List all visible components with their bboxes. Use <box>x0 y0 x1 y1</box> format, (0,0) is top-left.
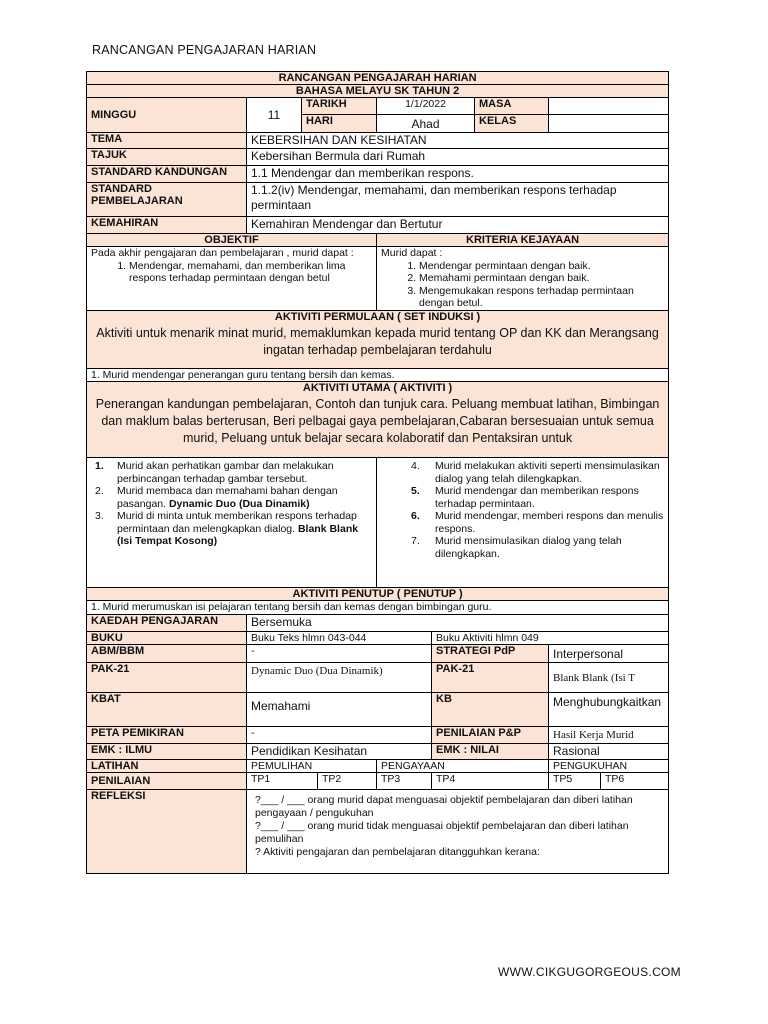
utama-step: Murid mensimulasikan dialog yang telah dilengkapkan. <box>435 535 622 560</box>
kelas-value <box>549 115 669 133</box>
plan-title: RANCANGAN PENGAJARAH HARIAN <box>87 72 669 85</box>
masa-value <box>549 98 669 115</box>
step-number: 2. <box>95 485 104 497</box>
kriteria-item: 1. Mendengar permintaan dengan baik. <box>419 260 664 273</box>
abm-value: - <box>247 644 432 662</box>
utama-text: Penerangan kandungan pembelajaran, Contoh dan tunjuk cara. Peluang membuat latihan, Bimbingan dan maklum balas berterusan, Beri pelbagai gaya pembelajaran,Cabaran bersesuaian untuk semua murid, Peluang untuk belajar secara kolaboratif dan Pentaksiran untuk <box>95 397 660 445</box>
buku-aktiviti-value: Buku Aktiviti hlmn 049 <box>432 631 669 644</box>
kriteria-item: 2. Memahami permintaan dengan baik. <box>419 272 664 285</box>
refleksi-line: ?___ / ___ orang murid dapat menguasai objektif pembelajaran dan diberi latihan pengayaan / pengukuhan <box>255 793 633 819</box>
emk-ilmu-value: Pendidikan Kesihatan <box>247 743 432 759</box>
permulaan-step: 1. Murid mendengar penerangan guru tentang bersih dan kemas. <box>87 368 669 382</box>
latihan-pemulihan: PEMULIHAN <box>247 759 377 772</box>
kriteria-item: 3. Mengemukakan respons terhadap permintaan dengan betul. <box>419 285 664 310</box>
minggu-value: 11 <box>247 98 302 133</box>
latihan-pengayaan: PENGAYAAN <box>377 759 549 772</box>
kbat-label: KBAT <box>87 692 247 726</box>
standard-pembelajaran-label: STANDARD PEMBELAJARAN <box>87 183 247 217</box>
kaedah-label: KAEDAH PENGAJARAN <box>87 614 247 631</box>
kelas-label: KELAS <box>475 115 549 133</box>
pak21-strategy: Dynamic Duo (Dua Dinamik) <box>168 497 310 510</box>
kriteria-cell <box>377 247 669 311</box>
kaedah-value: Bersemuka <box>247 614 669 631</box>
plan-subtitle: BAHASA MELAYU SK TAHUN 2 <box>87 85 669 98</box>
buku-label: BUKU <box>87 631 247 644</box>
kb-value: Menghubungkaitkan <box>549 692 669 726</box>
tema-value: KEBERSIHAN DAN KESIHATAN <box>247 133 669 149</box>
utama-step: Murid mendengar dan memberikan respons terhadap permintaan. <box>435 485 639 510</box>
utama-step: Murid akan perhatikan gambar dan melakukan perbincangan terhadap gambar tersebut. <box>117 460 334 485</box>
abm-label: ABM/BBM <box>87 644 247 662</box>
strategi-value: Interpersonal <box>549 644 669 662</box>
permulaan-header: AKTIVITI PERMULAAN ( SET INDUKSI ) <box>274 310 481 323</box>
pak21-strategy: Blank Blank (Isi Tempat Kosong) <box>117 522 359 547</box>
step-number: 5. <box>411 485 420 497</box>
pak21-label-2: PAK-21 <box>432 662 549 692</box>
pak21-value: Dynamic Duo (Dua Dinamik) <box>247 662 432 692</box>
penilaian-pp-label: PENILAIAN P&P <box>432 726 549 743</box>
tema-label: TEMA <box>87 133 247 149</box>
hari-label: HARI <box>302 115 377 133</box>
kbat-value: Memahami <box>247 692 432 726</box>
refleksi-line: ? Aktiviti pengajaran dan pembelajaran ditangguhkan kerana: <box>255 845 540 858</box>
utama-step: Murid membaca dan memahami bahan dengan pasangan. <box>117 485 338 510</box>
kemahiran-value: Kemahiran Mendengar dan Bertutur <box>247 217 669 234</box>
tarikh-label: TARIKH <box>302 98 377 115</box>
peta-pemikiran-value: - <box>247 726 432 743</box>
masa-label: MASA <box>475 98 549 115</box>
peta-pemikiran-label: PETA PEMIKIRAN <box>87 726 247 743</box>
tp-cell: TP5 <box>549 772 601 789</box>
hari-value: Ahad <box>377 115 475 133</box>
tarikh-value: 1/1/2022 <box>377 98 475 115</box>
objektif-intro: Pada akhir pengajaran dan pembelajaran , murid dapat : <box>91 247 354 259</box>
buku-teks-value: Buku Teks hlmn 043-044 <box>247 631 432 644</box>
standard-kandungan-value: 1.1 Mendengar dan memberikan respons. <box>247 166 669 183</box>
kb-label: KB <box>432 692 549 726</box>
emk-nilai-value: Rasional <box>549 743 669 759</box>
tp-cell: TP3 <box>377 772 432 789</box>
objektif-item: 1. Mendengar, memahami, dan memberikan lima respons terhadap permintaan dengan betul <box>129 260 372 285</box>
permulaan-text: Aktiviti untuk menarik minat murid, memaklumkan kepada murid tentang OP dan KK dan Merangsang ingatan terhadap pembelajaran terdahulu <box>96 325 659 357</box>
permulaan-block <box>87 310 669 368</box>
tajuk-label: TAJUK <box>87 149 247 166</box>
tp-cell: TP2 <box>318 772 377 789</box>
standard-kandungan-label: STANDARD KANDUNGAN <box>87 166 247 183</box>
step-number: 1. <box>95 460 104 472</box>
minggu-label: MINGGU <box>87 98 247 133</box>
pak21-value-2: Blank Blank (Isi T <box>549 662 669 692</box>
kriteria-header: KRITERIA KEJAYAAN <box>377 234 669 247</box>
kriteria-intro: Murid dapat : <box>381 247 443 259</box>
penutup-step: 1. Murid merumuskan isi pelajaran tentang bersih dan kemas dengan bimbingan guru. <box>87 601 669 615</box>
refleksi-cell <box>247 789 669 873</box>
lesson-plan-table <box>86 71 669 874</box>
latihan-label: LATIHAN <box>87 759 247 772</box>
utama-left-cell <box>87 458 377 588</box>
step-number: 4. <box>411 460 420 472</box>
emk-nilai-label: EMK : NILAI <box>432 743 549 759</box>
penilaian-label: PENILAIAN <box>87 772 247 789</box>
step-number: 6. <box>411 510 420 522</box>
kemahiran-label: KEMAHIRAN <box>87 217 247 234</box>
utama-right-cell <box>377 458 669 588</box>
tp-cell: TP6 <box>601 772 669 789</box>
utama-step: Murid melakukan aktiviti seperti mensimulasikan dialog yang telah dilengkapkan. <box>435 460 660 485</box>
utama-step: Murid mendengar, memberi respons dan menulis respons. <box>435 510 664 535</box>
document-title: RANCANGAN PENGAJARAN HARIAN <box>92 43 317 57</box>
objektif-cell <box>87 247 377 311</box>
pak21-label: PAK-21 <box>87 662 247 692</box>
strategi-label: STRATEGI PdP <box>432 644 549 662</box>
step-number: 3. <box>95 510 104 522</box>
utama-header: AKTIVITI UTAMA ( AKTIVITI ) <box>302 382 453 394</box>
tp-cell: TP4 <box>432 772 549 789</box>
footer-url: WWW.CIKGUGORGEOUS.COM <box>498 965 681 979</box>
latihan-pengukuhan: PENGUKUHAN <box>549 759 669 772</box>
tp-cell: TP1 <box>247 772 318 789</box>
emk-ilmu-label: EMK : ILMU <box>87 743 247 759</box>
step-number: 7. <box>411 535 420 547</box>
refleksi-label: REFLEKSI <box>87 789 247 873</box>
tajuk-value: Kebersihan Bermula dari Rumah <box>247 149 669 166</box>
penutup-header: AKTIVITI PENUTUP ( PENUTUP ) <box>87 588 669 601</box>
utama-block <box>87 382 669 458</box>
objektif-header: OBJEKTIF <box>87 234 377 247</box>
standard-pembelajaran-value: 1.1.2(iv) Mendengar, memahami, dan memberikan respons terhadap permintaan <box>247 183 669 217</box>
utama-step: Murid di minta untuk memberikan respons terhadap permintaan dan melengkapkan dialog. <box>117 510 357 535</box>
refleksi-line: ?___ / ___ orang murid tidak menguasai objektif pembelajaran dan diberi latihan pemulihan <box>255 819 629 845</box>
penilaian-pp-value: Hasil Kerja Murid <box>549 726 669 743</box>
